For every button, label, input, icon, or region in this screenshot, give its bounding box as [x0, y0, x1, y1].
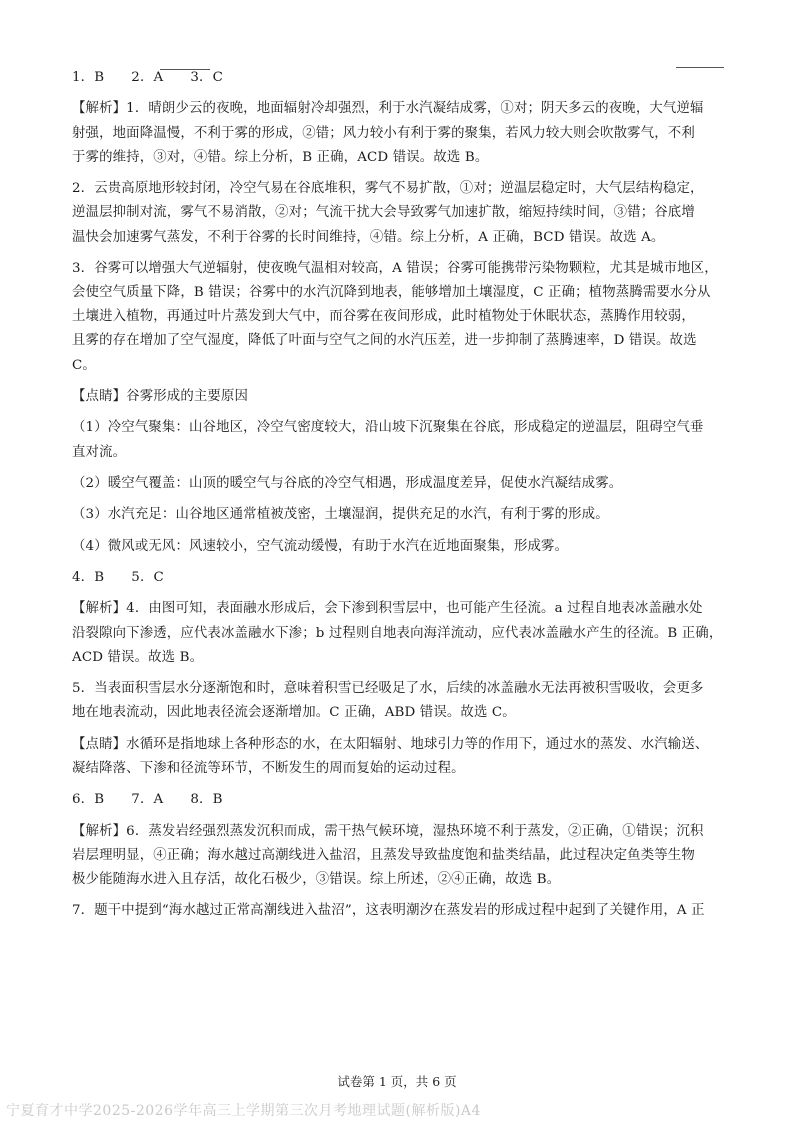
answer-line: ACD 错误。故选 B。: [72, 649, 204, 665]
answer-line: （1）冷空气聚集：山谷地区，冷空气密度较大，沿山坡下沉聚集在谷底，形成稳定的逆温层，阻碍空气垂: [72, 420, 704, 436]
answer-line: 直对流。: [72, 444, 127, 460]
answer-line: （2）暖空气覆盖：山顶的暖空气与谷底的冷空气相遇，形成温度差异，促使水汽凝结成雾。: [72, 475, 623, 491]
answer-line: 【解析】4．由图可知，表面融水形成后，会下渗到积雪层中，也可能产生径流。a 过程自地表冰盖融水处: [72, 601, 703, 617]
answer-line: 逆温层抑制对流，雾气不易消散，②对；气流干扰大会导致雾气加速扩散，缩短持续时间，③错；谷底增: [72, 205, 695, 221]
answer-line: （4）微风或无风：风速较小，空气流动缓慢，有助于水汽在近地面聚集，形成雾。: [72, 538, 569, 554]
answer-line: 且雾的存在增加了空气湿度，降低了叶面与空气之间的水汽压差，进一步抑制了蒸腾速率，D 错误。故选: [72, 333, 697, 349]
answer-line: 1．B 2．A 3．C: [72, 70, 223, 85]
answer-line: 射强，地面降温慢，不利于雾的形成，②错；风力较小有利于雾的聚集，若风力较大则会吹散雾气，不利: [72, 125, 695, 141]
answer-line: 【解析】6．蒸发岩经强烈蒸发沉积而成，需干热气候环境，湿热环境不利于蒸发，②正确，①错误；沉积: [72, 823, 704, 839]
answer-line: 极少能随海水进入且存活，故化石极少，③错误。综上所述，②④正确，故选 B。: [72, 872, 561, 888]
answer-line: 2．云贵高原地形较封闭，冷空气易在谷底堆积，雾气不易扩散，①对；逆温层稳定时，大气层结构稳定，: [72, 181, 704, 197]
answer-content: [72, 66, 728, 924]
answer-line: 5．当表面积雪层水分逐渐饱和时，意味着积雪已经吸足了水，后续的冰盖融水无法再被积雪吸收，会更多: [72, 681, 704, 697]
answer-line: 土壤进入植物，再通过叶片蒸发到大气中，而谷雾在夜间形成，此时植物处于休眠状态，蒸腾作用较弱，: [72, 309, 695, 325]
answer-line: 【解析】1．晴朗少云的夜晚，地面辐射冷却强烈，利于水汽凝结成雾，①对；阴天多云的夜晚，大气逆辐: [72, 101, 704, 117]
answer-line: 岩层理明显，④正确；海水越过高潮线进入盐沼，且蒸发导致盐度饱和盐类结晶，此过程决定鱼类等生物: [72, 847, 695, 863]
answer-line: （3）水汽充足：山谷地区通常植被茂密，土壤湿润，提供充足的水汽，有利于雾的形成。: [72, 507, 609, 523]
answer-line: 【点睛】谷雾形成的主要原因: [72, 389, 249, 404]
answer-line: 7．题干中提到“海水越过正常高潮线进入盐沼”，这表明潮汐在蒸发岩的形成过程中起到了关键作用，A 正: [72, 903, 705, 919]
answer-line: C。: [72, 357, 96, 373]
answer-line: 地在地表流动，因此地表径流会逐渐增加。C 正确，ABD 错误。故选 C。: [72, 705, 516, 721]
answer-line: 【点睛】水循环是指地球上各种形态的水，在太阳辐射、地球引力等的作用下，通过水的蒸发、水汽输送、: [72, 736, 709, 752]
answer-line: 凝结降落、下渗和径流等环节，不断发生的周而复始的运动过程。: [72, 760, 465, 776]
answer-line: 4．B 5．C: [72, 570, 164, 586]
answer-line: 于雾的维持，③对，④错。综上分析，B 正确，ACD 错误。故选 B。: [72, 149, 489, 165]
answer-line: 6．B 7．A 8．B: [72, 792, 223, 808]
answer-line: 3．谷雾可以增强大气逆辐射，使夜晚气温相对较高，A 错误；谷雾可能携带污染物颗粒，尤其是城市地区，: [72, 260, 718, 276]
answer-line: 沿裂隙向下渗透，应代表冰盖融水下渗；b 过程则自地表向海洋流动，应代表冰盖融水产生的径流。B 正确，: [72, 625, 723, 641]
watermark: 宁夏育才中学2025-2026学年高三上学期第三次月考地理试题(解析版)A4: [6, 1103, 481, 1119]
answer-line: 会使空气质量下降，B 错误；谷雾中的水汽沉降到地表，能够增加土壤湿度，C 正确；植物蒸腾需要水分从: [72, 285, 711, 301]
answer-line: 温快会加速雾气蒸发，不利于谷雾的长时间维持，④错。综上分析，A 正确，BCD 错误。故选 A。: [72, 229, 665, 245]
page-footer: 试卷第 1 页，共 6 页: [337, 1074, 457, 1089]
